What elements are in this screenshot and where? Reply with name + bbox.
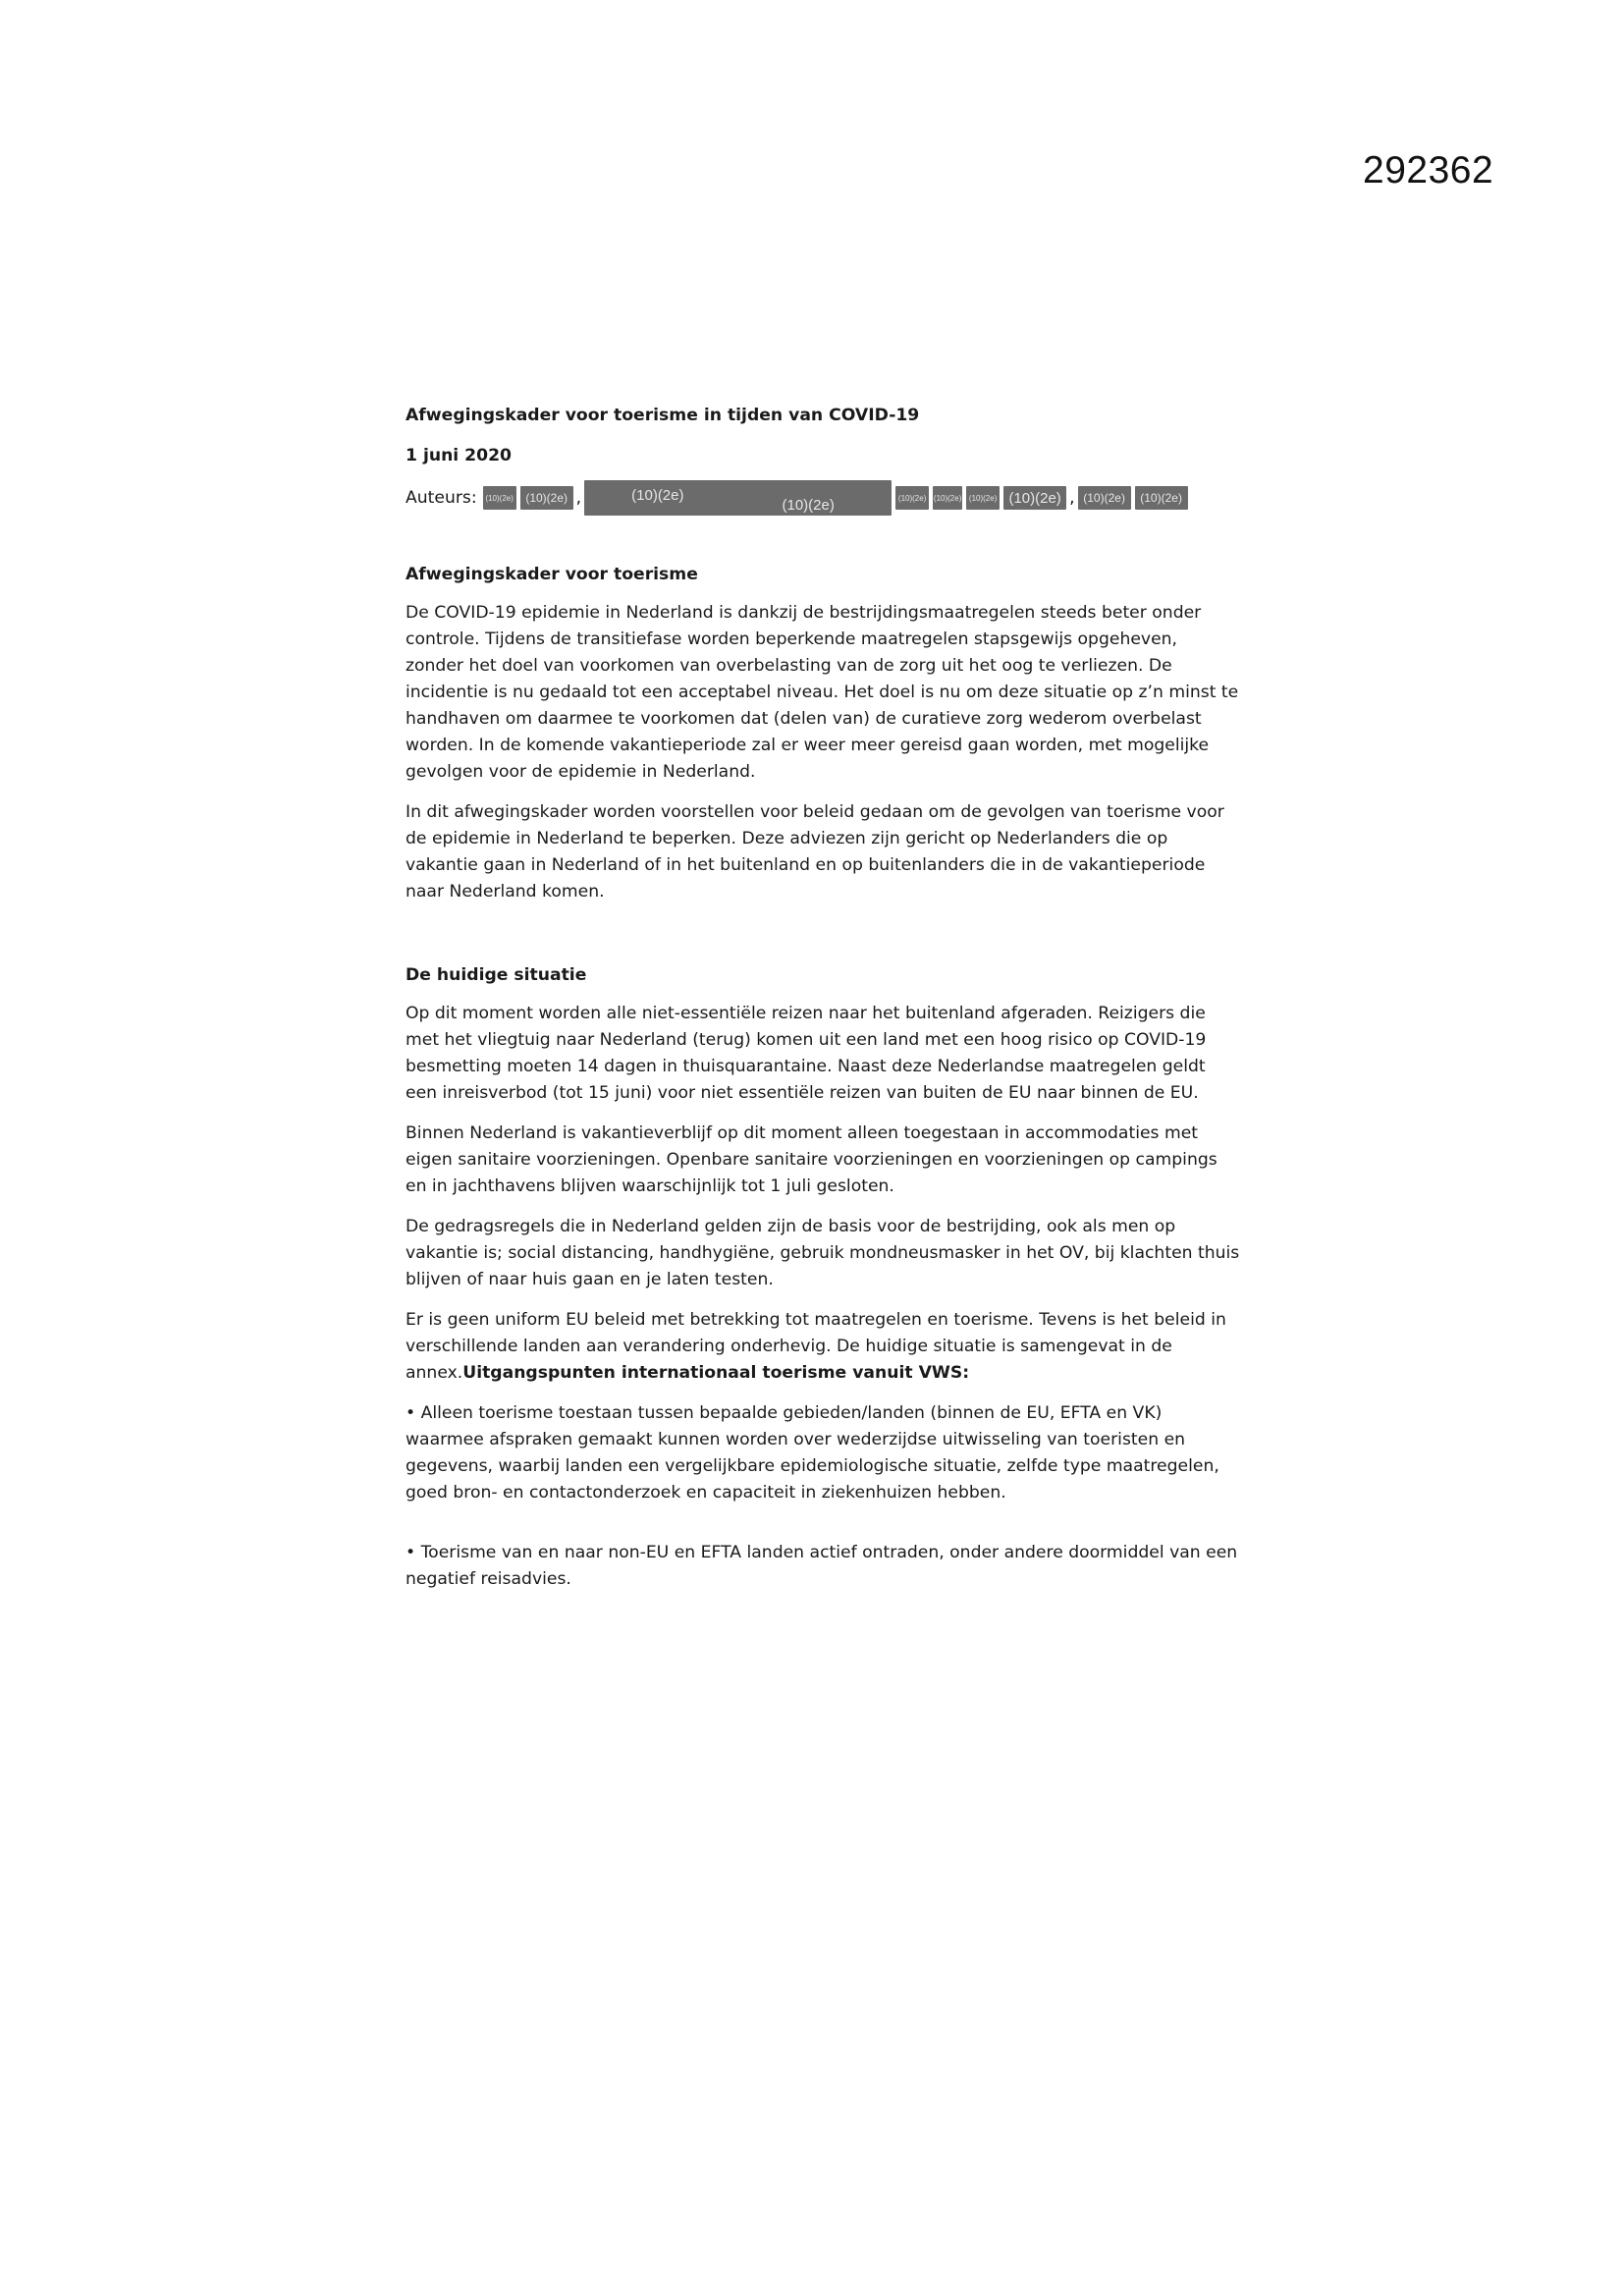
paragraph-text: Er is geen uniform EU beleid met betrekking tot maatregelen en toerisme. Tevens is het beleid in verschillende landen aan verandering onderhevig. De huidige situatie is samengevat in de annex. [406, 1310, 1226, 1383]
document-title: Afwegingskader voor toerisme in tijden van COVID-19 [406, 406, 920, 425]
paragraph: De COVID-19 epidemie in Nederland is dankzij de bestrijdingsmaatregelen steeds beter onder controle. Tijdens de transitiefase worden beperkende maatregelen stapsgewijs opgeheven, zonder het doel van voorkomen van overbelasting van de zorg uit het oog te verliezen. De incidentie is nu gedaald tot een acceptabel niveau. Het doel is nu om deze situatie op z’n minst te handhaven om daarmee te voorkomen dat (delen van) de curatieve zorg wederom overbelast worden. In de komende vakantieperiode zal er weer meer gereisd gaan worden, met mogelijke gevolgen voor de epidemie in Nederland. [406, 603, 1239, 782]
separator: , [575, 487, 582, 508]
authors-line [406, 483, 1240, 513]
redaction-box: (10)(2e) [483, 486, 516, 510]
authors-label: Auteurs: [406, 487, 477, 508]
redaction-box: (10)(2e) [1135, 486, 1188, 510]
redaction-box-large [584, 480, 892, 516]
paragraph [406, 1307, 1240, 1387]
redaction-box: (10)(2e) [520, 486, 573, 510]
redaction-box: (10)(2e) [1003, 486, 1066, 510]
redaction-box: (10)(2e) [1078, 486, 1131, 510]
separator: , [1069, 487, 1075, 508]
document-id: 292362 [1363, 149, 1494, 191]
section-heading: Afwegingskader voor toerisme [406, 565, 698, 584]
paragraph: In dit afwegingskader worden voorstellen voor beleid gedaan om de gevolgen van toerisme voor de epidemie in Nederland te beperken. Deze adviezen zijn gericht op Nederlanders die op vakantie gaan in Nederland of in het buitenland en op buitenlanders die in de vakantieperiode naar Nederland komen. [406, 802, 1224, 902]
bullet-item: • Alleen toerisme toestaan tussen bepaalde gebieden/landen (binnen de EU, EFTA en VK) waarmee afspraken gemaakt kunnen worden over wederzijdse uitwisseling van toeristen en gegevens, waarbij landen een vergelijkbare epidemiologische situatie, zelfde type maatregelen, goed bron- en contactonderzoek en capaciteit in ziekenhuizen hebben. [406, 1403, 1219, 1503]
redaction-box: (10)(2e) [895, 486, 929, 510]
document-body [406, 403, 1240, 1607]
document-date: 1 juni 2020 [406, 446, 513, 465]
paragraph: De gedragsregels die in Nederland gelden zijn de basis voor de bestrijding, ook als men op vakantie is; social distancing, handhygiëne, gebruik mondneusmasker in het OV, bij klachten thuis blijven of naar huis gaan en je laten testen. [406, 1217, 1240, 1289]
redaction-box: (10)(2e) [933, 486, 962, 510]
section-heading: De huidige situatie [406, 965, 587, 985]
paragraph: Op dit moment worden alle niet-essentiële reizen naar het buitenland afgeraden. Reizigers die met het vliegtuig naar Nederland (terug) komen uit een land met een hoog risico op COVID-19 besmetting moeten 14 dagen in thuisquarantaine. Naast deze Nederlandse maatregelen geldt een inreisverbod (tot 15 juni) voor niet essentiële reizen van buiten de EU naar binnen de EU. [406, 1004, 1207, 1103]
redaction-label: (10)(2e) [631, 487, 684, 504]
bullet-item: • Toerisme van en naar non-EU en EFTA landen actief ontraden, onder andere doormiddel van een negatief reisadvies. [406, 1543, 1238, 1589]
subheading-inline: Uitgangspunten internationaal toerisme vanuit VWS: [462, 1363, 970, 1383]
redaction-label: (10)(2e) [782, 497, 835, 514]
redaction-box: (10)(2e) [966, 486, 1000, 510]
paragraph: Binnen Nederland is vakantieverblijf op dit moment alleen toegestaan in accommodaties met eigen sanitaire voorzieningen. Openbare sanitaire voorzieningen en voorzieningen op campings en in jachthavens blijven waarschijnlijk tot 1 juli gesloten. [406, 1123, 1217, 1196]
